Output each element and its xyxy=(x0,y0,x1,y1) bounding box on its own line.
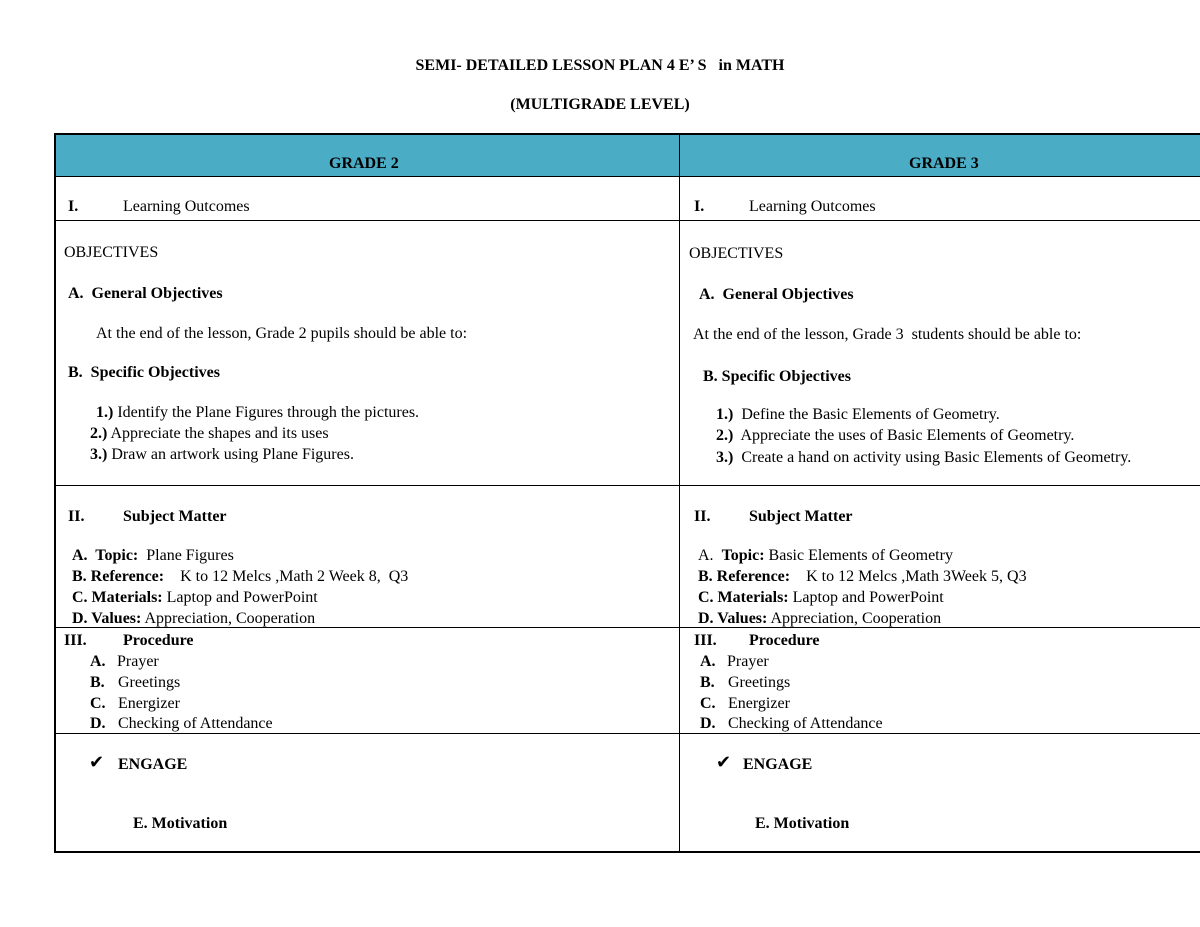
list-item: 3.) Create a hand on activity using Basic Elements of Geometry. xyxy=(716,449,1132,466)
list-item: B. Greetings xyxy=(700,674,791,691)
checkmark-icon: ✔ xyxy=(89,752,105,773)
grade3-learning-num: I. xyxy=(694,198,705,215)
row-divider xyxy=(54,176,1200,177)
list-item: 2.) Appreciate the shapes and its uses xyxy=(90,425,329,442)
table-border-left xyxy=(54,133,56,853)
document-subtitle: (MULTIGRADE LEVEL) xyxy=(510,96,690,113)
grade2-motivation: E. Motivation xyxy=(133,815,228,832)
grade2-specific-objectives-label: B. Specific Objectives xyxy=(68,364,220,381)
grade3-topic: A. Topic: Basic Elements of Geometry xyxy=(698,547,953,564)
document-title: SEMI- DETAILED LESSON PLAN 4 E’ S in MATH xyxy=(415,57,785,74)
list-item: B. Greetings xyxy=(90,674,181,691)
list-item: A. Prayer xyxy=(90,653,159,670)
grade2-engage: ENGAGE xyxy=(118,756,188,773)
table-border-top xyxy=(54,133,1200,135)
grade2-subject-num: II. xyxy=(68,508,85,525)
grade3-values: D. Values: Appreciation, Cooperation xyxy=(698,610,942,627)
grade3-procedure-label: Procedure xyxy=(749,632,820,649)
list-item: C. Energizer xyxy=(700,695,790,712)
row-divider xyxy=(54,220,1200,221)
grade3-motivation: E. Motivation xyxy=(755,815,850,832)
grade3-heading: GRADE 3 xyxy=(909,155,979,172)
grade2-general-objectives-label: A. General Objectives xyxy=(68,285,223,302)
grade3-specific-objectives-label: B. Specific Objectives xyxy=(703,368,851,385)
grade3-procedure-num: III. xyxy=(694,632,717,649)
grade2-topic: A. Topic: Plane Figures xyxy=(72,547,234,564)
list-item: A. Prayer xyxy=(700,653,769,670)
grade3-general-objectives-label: A. General Objectives xyxy=(699,286,854,303)
grade3-subject-label: Subject Matter xyxy=(749,508,853,525)
grade2-subject-label: Subject Matter xyxy=(123,508,227,525)
list-item: D. Checking of Attendance xyxy=(700,715,883,732)
grade2-values: D. Values: Appreciation, Cooperation xyxy=(72,610,316,627)
grade3-materials: C. Materials: Laptop and PowerPoint xyxy=(698,589,944,606)
grade3-engage: ENGAGE xyxy=(743,756,813,773)
grade3-general-objectives-text: At the end of the lesson, Grade 3 students should be able to: xyxy=(693,326,1082,343)
grade3-learning-label: Learning Outcomes xyxy=(749,198,876,215)
grade3-objectives-heading: OBJECTIVES xyxy=(689,245,784,262)
list-item: 1.) Identify the Plane Figures through the pictures. xyxy=(96,404,420,421)
grade2-learning-num: I. xyxy=(68,198,79,215)
row-divider xyxy=(54,485,1200,486)
grade3-reference: B. Reference: K to 12 Melcs ,Math 3Week 5, Q3 xyxy=(698,568,1027,585)
list-item: 1.) Define the Basic Elements of Geometry. xyxy=(716,406,1000,423)
list-item: 3.) Draw an artwork using Plane Figures. xyxy=(90,446,354,463)
grade2-procedure-num: III. xyxy=(64,632,87,649)
grade2-heading: GRADE 2 xyxy=(329,155,399,172)
column-divider xyxy=(679,133,680,853)
list-item: D. Checking of Attendance xyxy=(90,715,273,732)
table-header-row xyxy=(55,134,1200,176)
grade2-materials: C. Materials: Laptop and PowerPoint xyxy=(72,589,318,606)
grade2-procedure-label: Procedure xyxy=(123,632,194,649)
checkmark-icon: ✔ xyxy=(716,752,732,773)
list-item: 2.) Appreciate the uses of Basic Elements of Geometry. xyxy=(716,427,1075,444)
table-border-bottom xyxy=(54,851,1200,853)
grade3-subject-num: II. xyxy=(694,508,711,525)
grade2-objectives-heading: OBJECTIVES xyxy=(64,244,159,261)
grade2-general-objectives-text: At the end of the lesson, Grade 2 pupils should be able to: xyxy=(96,325,468,342)
grade2-learning-label: Learning Outcomes xyxy=(123,198,250,215)
list-item: C. Energizer xyxy=(90,695,180,712)
grade2-reference: B. Reference: K to 12 Melcs ,Math 2 Week 8, Q3 xyxy=(72,568,409,585)
